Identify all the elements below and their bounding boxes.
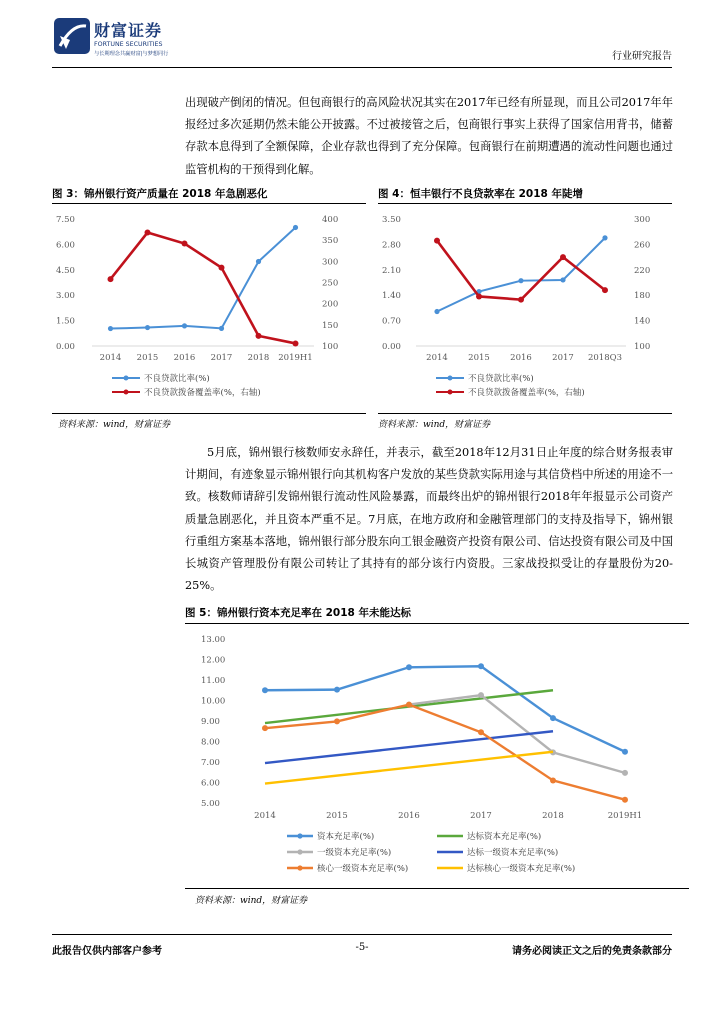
data-point (182, 323, 187, 328)
x-tick-label: 2019H1 (607, 811, 643, 821)
data-point (622, 797, 628, 803)
x-tick-label: 2019H1 (278, 353, 313, 363)
series-line-0 (265, 666, 625, 751)
header-rule (52, 67, 672, 68)
data-point (560, 277, 565, 282)
report-type: 行业研究报告 (612, 51, 672, 62)
x-tick-label: 2014 (426, 353, 448, 363)
company-logo (52, 16, 182, 62)
x-tick-label: 2017 (210, 353, 233, 363)
y-tick-label: 13.00 (201, 635, 226, 645)
y-right-tick-label: 140 (634, 316, 651, 327)
y-tick-label: 5.00 (201, 799, 220, 809)
y-right-tick-label: 300 (322, 257, 339, 268)
data-point (518, 278, 523, 283)
legend-marker-0 (297, 833, 302, 838)
series-line-1 (437, 241, 605, 300)
data-point (334, 687, 340, 693)
legend-label-0: 不良贷款比率(%) (468, 374, 534, 384)
x-tick-label: 2017 (552, 353, 574, 363)
y-left-tick-label: 3.00 (56, 291, 75, 302)
series-line-3 (265, 731, 553, 763)
data-point (560, 254, 566, 260)
figure-3-bottom-rule (52, 413, 366, 414)
x-tick-label: 2017 (470, 811, 492, 821)
y-tick-label: 10.00 (201, 696, 226, 707)
x-tick-label: 2018 (247, 353, 270, 363)
figure-3-source: 资料来源：wind，财富证券 (58, 420, 171, 430)
data-point (256, 259, 261, 264)
data-point (478, 663, 484, 669)
figure-4-title: 图 4：恒丰银行不良贷款率在 2018 年陡增 (378, 188, 583, 200)
figure-5-chart (185, 626, 691, 888)
legend-label-1: 达标资本充足率(%) (467, 832, 542, 842)
y-left-tick-label: 0.70 (382, 316, 401, 327)
y-tick-label: 8.00 (201, 737, 220, 748)
data-point (622, 770, 628, 776)
data-point (145, 230, 151, 236)
x-tick-label: 2015 (468, 353, 490, 363)
y-left-tick-label: 0.00 (56, 342, 75, 352)
data-point (293, 225, 298, 230)
figure-5-top-rule (185, 623, 689, 624)
y-tick-label: 12.00 (201, 655, 226, 666)
data-point (108, 326, 113, 331)
data-point (622, 749, 628, 755)
figure-5-title: 图 5：锦州银行资本充足率在 2018 年未能达标 (185, 607, 411, 619)
legend-label-0: 不良贷款比率(%) (144, 374, 210, 384)
data-point (293, 340, 299, 346)
legend-marker-2 (297, 849, 302, 854)
paragraph-1: 出现破产倒闭的情况。但包商银行的高风险状况其实在2017年已经有所显现，而且公司2017年年报经过多次延期仍然未能公开披露。不过被接管之后，包商银行事实上获得了国家信用背书，储蓄存款本息得到了全额保障，企业存款也得到了充分保障。包商银行在前期遭遇的流动性问题也通过监管机构的干预得到化解。 (185, 96, 673, 176)
data-point (478, 729, 484, 735)
footer-disclaimer: 此报告仅供内部客户参考 (52, 946, 162, 957)
y-right-tick-label: 260 (634, 240, 651, 251)
y-right-tick-label: 200 (322, 299, 339, 310)
y-right-tick-label: 100 (322, 342, 339, 352)
legend-label-3: 达标一级资本充足率(%) (467, 848, 559, 858)
data-point (334, 718, 340, 724)
figure-3-title: 图 3：锦州银行资产质量在 2018 年急剧恶化 (52, 188, 268, 200)
data-point (219, 265, 225, 271)
footer-rule (52, 934, 672, 935)
data-point (478, 692, 484, 698)
data-point (518, 297, 524, 303)
data-point (434, 309, 439, 314)
x-tick-label: 2018Q3 (587, 353, 623, 363)
legend-marker-0 (448, 376, 453, 381)
y-left-tick-label: 1.50 (56, 316, 75, 327)
footer-terms-notice: 请务必阅读正文之后的免责条款部分 (512, 946, 672, 957)
y-left-tick-label: 2.10 (382, 265, 401, 276)
y-left-tick-label: 3.50 (382, 215, 401, 225)
data-point (145, 325, 150, 330)
y-tick-label: 11.00 (201, 676, 226, 686)
y-right-tick-label: 400 (322, 215, 339, 225)
legend-marker-1 (448, 390, 453, 395)
y-right-tick-label: 100 (634, 342, 651, 352)
x-tick-label: 2018 (542, 811, 564, 821)
figure-4-bottom-rule (378, 413, 672, 414)
y-left-tick-label: 1.40 (382, 291, 401, 302)
figure-5-source: 资料来源：wind，财富证券 (195, 896, 308, 906)
data-point (550, 777, 556, 783)
y-right-tick-label: 150 (322, 320, 339, 331)
x-tick-label: 2014 (99, 353, 122, 363)
x-tick-label: 2014 (254, 811, 276, 821)
data-point (219, 326, 224, 331)
data-point (406, 702, 412, 708)
legend-marker-4 (297, 865, 302, 870)
series-line-5 (265, 752, 553, 784)
legend-label-5: 达标核心一级资本充足率(%) (467, 864, 576, 874)
y-right-tick-label: 350 (322, 236, 339, 247)
data-point (182, 241, 188, 247)
x-tick-label: 2016 (510, 353, 532, 363)
figure-4-top-rule (378, 203, 672, 204)
y-right-tick-label: 250 (322, 278, 339, 289)
data-point (256, 333, 262, 339)
data-point (476, 293, 482, 299)
legend-marker-0 (124, 376, 129, 381)
data-point (602, 235, 607, 240)
y-left-tick-label: 4.50 (56, 265, 75, 276)
legend-label-1: 不良贷款拨备覆盖率(%，右轴) (144, 388, 261, 398)
x-tick-label: 2015 (326, 811, 348, 821)
legend-label-0: 资本充足率(%) (317, 832, 375, 842)
y-tick-label: 6.00 (201, 778, 220, 789)
y-left-tick-label: 2.80 (382, 240, 401, 251)
y-left-tick-label: 6.00 (56, 240, 75, 251)
figure-3-chart (52, 206, 368, 412)
y-left-tick-label: 7.50 (56, 215, 75, 225)
legend-label-2: 一级资本充足率(%) (317, 848, 392, 858)
data-point (434, 238, 440, 244)
data-point (108, 276, 114, 282)
y-tick-label: 7.00 (201, 758, 220, 768)
logo-english: FORTUNE SECURITIES (94, 41, 163, 48)
legend-label-1: 不良贷款拨备覆盖率(%，右轴) (468, 388, 585, 398)
y-tick-label: 9.00 (201, 717, 220, 727)
page-number: -5- (355, 942, 369, 953)
data-point (262, 725, 268, 731)
series-line-4 (265, 705, 625, 800)
logo-slogan: 与长期理念共赢财富|与梦想同行 (94, 51, 169, 57)
legend-marker-1 (124, 390, 129, 395)
figure-5-bottom-rule (185, 888, 689, 889)
figure-4-source: 资料来源：wind，财富证券 (378, 420, 491, 430)
legend-label-4: 核心一级资本充足率(%) (317, 864, 409, 874)
figure-3-top-rule (52, 203, 366, 204)
y-right-tick-label: 300 (634, 215, 651, 225)
logo-chinese: 财富证券 (94, 21, 163, 40)
logo-mark-icon (52, 16, 92, 56)
figure-4-chart (378, 206, 674, 412)
data-point (262, 687, 268, 693)
data-point (602, 287, 608, 293)
x-tick-label: 2015 (136, 353, 159, 363)
x-tick-label: 2016 (398, 811, 420, 821)
data-point (406, 664, 412, 670)
y-right-tick-label: 180 (634, 291, 651, 302)
y-right-tick-label: 220 (634, 265, 651, 276)
data-point (550, 715, 556, 721)
paragraph-2: 5月底，锦州银行核数师安永辞任，并表示，截至2018年12月31日止年度的综合财务报表审计期间，有迹象显示锦州银行向其机构客户发放的某些贷款实际用途与其信贷档中所述的用途不一致。核数师请辞引发锦州银行流动性风险暴露，而最终出炉的锦州银行2018年年报显示公司资产质量急剧恶化，并且资本严重不足。7月底，在地方政府和金融管理部门的支持及指导下，锦州银行重组方案基本落地，锦州银行部分股东向工银金融资产投资有限公司、信达投资有限公司及中国长城资产管理股份有限公司转让了其持有的部分该行内资股。三家战投拟受让的存量股份为20-25%。 (185, 446, 673, 593)
x-tick-label: 2016 (173, 353, 196, 363)
y-left-tick-label: 0.00 (382, 342, 401, 352)
